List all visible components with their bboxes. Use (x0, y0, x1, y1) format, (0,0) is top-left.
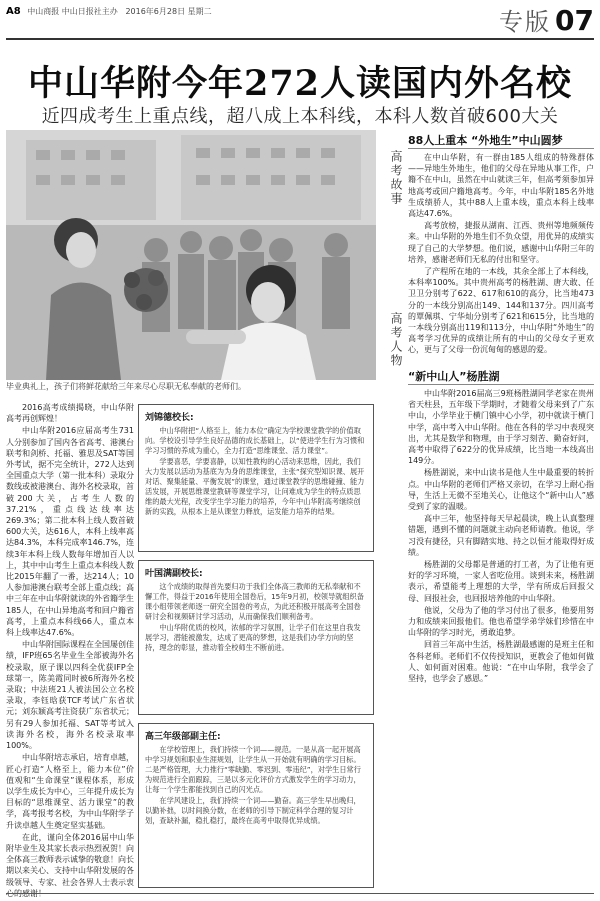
quote-box-vice-principal (138, 560, 374, 715)
lead-paragraph: 2016高考成绩揭晓，中山华附高考再创辉煌！ (6, 403, 134, 424)
story-outsider-students (408, 152, 594, 362)
quote-speaker: 高三年级部副主任: (145, 732, 221, 742)
photo-caption: 毕业典礼上，孩子们将鲜花献给三年来尽心尽职无私奉献的老师们。 (6, 382, 246, 391)
issue-date: 2016年6月28日 星期二 (125, 7, 212, 16)
footer-rule (6, 893, 594, 894)
story-divider (408, 384, 594, 385)
story-paragraph: 中山华附2016届高三9班杨胜湖同学老家在贵州省天柱县，五年级下学期时，才随着父母来到了广东中山，小学毕业于横门镇中心小学，初中就读于横门中学，高中考入中山华附。他在各科的学习中表现突出，尤其是数学和物理，由于学习刻苦、勤奋好问，高考中取得了622分的优异成绩，比当地一本线高出149分。 (408, 389, 594, 466)
lead-paragraph: 在此，谨向全体2016届中山华附毕业生及其家长表示热烈祝贺！向全体高三教师表示诚挚的敬意！向长期以来关心、支持中山华附发展的各级领导、专家、社会各界人士表示衷 (6, 832, 134, 887)
label-exam-people: 高考人物 (389, 312, 403, 368)
quote-paragraph: 学要喜恶，学要喜静，以知性教构的心活动来思维，因此，我们大力发展以活动为基底为为身的思维课堂，主张“探究型知识课、展开对话、聚集能量、平衡发展”的课堂，通过课堂教学的思维碰撞、能力活发展，开展思维课堂教研等课堂学习，让问难成为学生的特点质思维的最大光程，改变学生学习能力的培养，今年中山华附高考继续创新的实践，从根本上是从课堂力释放，运发能力培养的结果。 (145, 457, 365, 516)
section-label: 专版 (499, 8, 552, 36)
quote-speaker: 叶国满副校长: (145, 569, 203, 579)
graduation-photo (6, 130, 376, 380)
quote-paragraph: 中山华附把“人格至上，能力本位”确定为学校课堂教学的价值取向。学校设引导学生良好品德的成长基础上，以“使进学生行为习惯和学习习惯的养成为重心，全力打造“思维课堂、活力课堂”。 (145, 426, 365, 455)
paper-name: 中山商报 中山日报社主办 (27, 7, 118, 16)
quote-box-grade-director (138, 723, 374, 888)
lead-article (6, 402, 134, 892)
label-exam-stories: 高考故事 (389, 150, 403, 206)
page-header (0, 0, 600, 38)
story-title-yang-shenghu: “新中山人”杨胜湖 (408, 370, 500, 383)
subheadline: 近四成考生上重点线，超八成上本科线，本科人数首破600大关 (41, 106, 559, 127)
story-yang-shenghu (408, 388, 594, 890)
story-paragraph: 高考放榜，捷报从湖南、江西、贵州等地频频传来。中山华附的外地生们不负众望，用优异的成绩实现了自己的大学梦想。他们说，感谢中山华附三年的培养，感谢老师们无私的付出和坚守。 (408, 221, 594, 264)
story-paragraph: 他说，父母为了他的学习付出了很多，他要用努力和成绩来回报他们。他也希望学弟学妹们珍惜在中山华附的学习时光，勇敢追梦。 (408, 605, 594, 638)
lead-paragraph: 中山华附2016应届高考生731人分别参加了国内各省高考、港澳台联考和剑桥、托福、雅思及SAT等国外考试，据不完全统计，272人达到全国重点大学（第一批本科）录取分数线或被港澳台、海外名校录取，首破200大关，占考生人数的37.21%，重点线达线率达269.3%；第二批本科上线人数首破600大关，达616人，本科上线率高达84.3%，本科完成率146.7%，连续3年本科上线人数每年增加百人以上，其中中山考生上重点本科线人数比2015年翻了一番，达214人；10人参加港澳台联考全部上重点线；高中三年在中山华附就读的外省籍学生185人，在中山异地高考和回户籍省高考，上重点本科线66人，重点本科上线率达47.6%。 (6, 426, 134, 638)
story-paragraph: 回首三年高中生活，杨胜湖最感谢的是班主任和各科老师。老师们不仅传授知识，更教会了他如何做人、如何面对困难。他说：“在中山华附，我学会了坚持，也学会了感恩。” (408, 640, 594, 684)
story-title-outsider-students: 88人上重本 “外地生”中山圆梦 (408, 134, 563, 147)
story-paragraph: 在中山华附，有一群由185人组成的特殊群体——异地生外地生，他们的父母在异地从事工作，户籍不在中山，虽然在中山就读三年，但高考须参加异地高考或回户籍地高考。今年，中山华附185名外地生成绩骄人，其中88人上重本线，重点本科上线率高达47.6%。 (408, 153, 594, 219)
story-paragraph: 了产程所在地的一本线，其余全部上了本科线，本科率100%。其中贵州高考的杨胜湖、唐大敢、任卫卫分别考了622、617和610的高分，比当地473分的一本线分别高出149、144和137分。四川高考的覃佩琪、宁华灿分别考了621和615分，比当地的一本线分别高出119和113分，中山华附“外地生”的高考学习优异的成绩让所有的中山的父母女子更欢心，更与了父母一份沉甸甸的感恩的爱。 (408, 267, 594, 355)
quote-paragraph: 在学风建设上，我们持续一个词——勤奋。高三学生早出晚归，以勤补拙，以时间换分数，在老师的引导下制定科学合理的复习计划，查缺补漏，稳扎稳打，最终在高考中取得优异成绩。 (145, 796, 361, 825)
quote-paragraph: 这个成绩的取得首先要归功于我们全体高三教师的无私奉献和不懈工作，得益于2016年使用全国卷后，15年9月初，校领导就组织备课小组带领老师逐一研究全国卷的考点，为此还积极开展高考全国卷研讨会和视频研讨学习活动，从而确保我们顺利备考。 (145, 582, 364, 621)
section-tag (499, 2, 594, 37)
quote-speaker: 刘锦德校长: (145, 413, 194, 423)
quote-box-principal (138, 404, 374, 552)
masthead (6, 6, 212, 17)
story-paragraph: 杨胜湖说，来中山读书是他人生中最重要的转折点。中山华附的老师们严格又亲切，在学习上耐心指导，生活上无微不至地关心，让他这个“新中山人”感受到了家的温暖。 (408, 468, 594, 512)
quote-paragraph: 中山华附优质的校风，浓郁的学习氛围，让学子们在这里自我发展学习，潜能被激发，达成了更高的梦想，这是我们办学方向的坚持，理念的彰显，推动着全校师生不断前进。 (145, 623, 361, 652)
page-number: 07 (555, 4, 594, 37)
paper-code: A8 (6, 6, 21, 17)
story-divider (408, 148, 594, 149)
lead-paragraph: 中山华附国际课程在全国屡创佳绩，IFP班65名毕业生全部被海外名校录取，原子课以四科全优获IFP全球第一，陈美霞同时被6所海外名校录取；中法班21人被法国公立名校录取，李钰晗获TCF考试广东省状元；刘东颖高考注资获广东省状元；另有29人参加托福、SAT等考试入读海外名校，海外名校录取率100%。 (6, 640, 134, 751)
lead-paragraph: 中山华附培志承启，培育卓越，匠心打造“人格至上，能力本位”价值观和“生命课堂”课程体系，形成以学生成长为中心，三年提升成长为目标的“思维课堂、活力课堂”的教学，高考报考名校，为中山华附学子升读卓越人生奠定坚实基础。 (6, 753, 134, 830)
photo-illustration (6, 130, 376, 380)
header-rule (6, 38, 594, 40)
story-paragraph: 高中三年，他坚持每天早起晨读，晚上认真整理错题，遇到不懂的问题就主动向老师请教。他说，学习没有捷径，只有脚踏实地、持之以恒才能取得好成绩。 (408, 514, 594, 557)
quote-paragraph: 在学校管理上，我们持续一个词——规范。一是从高一起开展高中学习规划和职业生涯规划，让学生从一开始就有明确的学习目标。二是严格管理，大力推行“零缺勤、零迟到、零违纪”，对学生日常行为规范进行全面跟踪，三是以多元化评价方式激发学生的学习动力，让每一个学生都能找到自己的闪光点。 (145, 745, 361, 794)
headline: 中山华附今年272人读国内外名校 (27, 63, 573, 104)
story-paragraph: 杨胜湖的父母都是普通的打工者，为了让他有更好的学习环境，一家人省吃俭用。谈到未来，杨胜湖表示，希望能考上理想的大学，学有所成后回报父母、回报社会，也回报培养他的中山华附。 (408, 560, 594, 603)
